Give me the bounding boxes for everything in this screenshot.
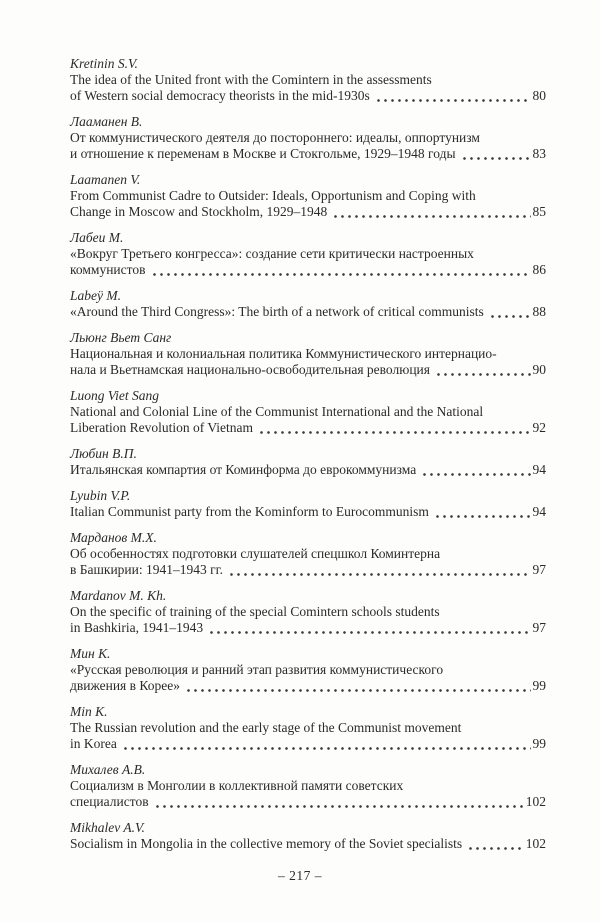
toc-entry	[70, 172, 546, 220]
page-number: 83	[532, 146, 546, 161]
title-line: Национальная и колониальная политика Коммунистического интернацио-	[70, 346, 497, 361]
author-name: Марданов М.Х.	[70, 530, 157, 545]
title-line-with-page	[70, 620, 546, 636]
toc-entry	[70, 820, 546, 852]
title-line-with-page	[70, 146, 546, 162]
dot-leader	[467, 840, 524, 851]
dot-leader	[421, 466, 530, 477]
page-number: 88	[532, 304, 546, 319]
dot-leader	[154, 798, 524, 809]
dot-leader	[332, 208, 530, 219]
title-line-with-page	[70, 678, 546, 694]
title-line: in Bashkiria, 1941–1943	[70, 620, 204, 635]
title-line-with-page	[70, 204, 546, 220]
author-name: Labeÿ M.	[70, 288, 121, 303]
title-line-with-page	[70, 836, 546, 852]
title-line: Социализм в Монголии в коллективной памяти советских	[70, 778, 404, 793]
dot-leader	[435, 366, 531, 377]
title-line-with-page	[70, 794, 546, 810]
dot-leader	[258, 424, 530, 435]
toc-entry	[70, 114, 546, 162]
page-number: 92	[532, 420, 546, 435]
toc-entry	[70, 56, 546, 104]
dot-leader	[228, 566, 530, 577]
author-name: Lyubin V.P.	[70, 488, 131, 503]
author-name: Laamanen V.	[70, 172, 141, 187]
page-number: 97	[532, 562, 546, 577]
author-name: Mardanov M. Kh.	[70, 588, 167, 603]
page-number: 80	[532, 88, 546, 103]
title-line: От коммунистического деятеля до постороннего: идеалы, оппортунизм	[70, 130, 480, 145]
title-line: of Western social democracy theorists in the mid-1930s	[70, 88, 370, 103]
page-number: 99	[532, 678, 546, 693]
author-name: Михалев А.В.	[70, 762, 146, 777]
toc-entry	[70, 446, 546, 478]
title-line: Об особенностях подготовки слушателей спецшкол Коминтерна	[70, 546, 441, 561]
page-number: 86	[532, 262, 546, 277]
title-line-with-page	[70, 462, 546, 478]
title-line-with-page	[70, 504, 546, 520]
title-line: in Korea	[70, 736, 117, 751]
title-line-with-page	[70, 304, 546, 320]
title-line-with-page	[70, 88, 546, 104]
dot-leader	[122, 740, 531, 751]
page-number: 102	[525, 794, 546, 809]
title-line: Italian Communist party from the Kominform to Eurocommunism	[70, 504, 429, 519]
author-name: Любин В.П.	[70, 446, 137, 461]
author-name: Luong Viet Sang	[70, 388, 159, 403]
title-line: On the specific of training of the special Comintern schools students	[70, 604, 440, 619]
page-number: 99	[532, 736, 546, 751]
title-line: Socialism in Mongolia in the collective memory of the Soviet specialists	[70, 836, 463, 851]
title-line: National and Colonial Line of the Communist International and the National	[70, 404, 484, 419]
dot-leader	[434, 508, 531, 519]
author-name: Kretinin S.V.	[70, 56, 138, 71]
toc-entry	[70, 288, 546, 320]
author-name: Лааманен В.	[70, 114, 143, 129]
title-line: нала и Вьетнамская национально-освободительная революция	[70, 362, 430, 377]
page-number: 94	[532, 504, 546, 519]
title-line-with-page	[70, 562, 546, 578]
table-of-contents	[70, 56, 546, 862]
title-line: коммунистов	[70, 262, 146, 277]
title-line: Change in Moscow and Stockholm, 1929–1948	[70, 204, 328, 219]
title-line: «Русская революция и ранний этап развития коммунистического	[70, 662, 444, 677]
dot-leader	[185, 682, 531, 693]
dot-leader	[375, 92, 531, 103]
footer-page-number: – 217 –	[278, 868, 322, 883]
toc-entry	[70, 646, 546, 694]
title-line: «Вокруг Третьего конгресса»: создание сети критически настроенных	[70, 246, 474, 261]
dot-leader	[461, 150, 531, 161]
title-line: The idea of the United front with the Comintern in the assessments	[70, 72, 432, 87]
page-number: 102	[525, 836, 546, 851]
page-number: 94	[532, 462, 546, 477]
author-name: Min K.	[70, 704, 108, 719]
page-number: 90	[532, 362, 546, 377]
dot-leader	[489, 308, 531, 319]
title-line-with-page	[70, 420, 546, 436]
dot-leader	[208, 624, 530, 635]
title-line-with-page	[70, 262, 546, 278]
toc-entry	[70, 762, 546, 810]
title-line-with-page	[70, 362, 546, 378]
toc-entry	[70, 230, 546, 278]
title-line: и отношение к переменам в Москве и Стокгольме, 1929–1948 годы	[70, 146, 456, 161]
toc-entry	[70, 588, 546, 636]
author-name: Лабеи М.	[70, 230, 124, 245]
page-number: 97	[532, 620, 546, 635]
toc-entry	[70, 704, 546, 752]
toc-entry	[70, 388, 546, 436]
dot-leader	[151, 266, 531, 277]
toc-entry	[70, 330, 546, 378]
toc-entry	[70, 488, 546, 520]
title-line: The Russian revolution and the early stage of the Communist movement	[70, 720, 462, 735]
title-line: движения в Корее»	[70, 678, 180, 693]
page-number: 85	[532, 204, 546, 219]
author-name: Мин К.	[70, 646, 111, 661]
title-line: Итальянская компартия от Коминформа до еврокоммунизма	[70, 462, 417, 477]
title-line: специалистов	[70, 794, 149, 809]
toc-entry	[70, 530, 546, 578]
title-line: Liberation Revolution of Vietnam	[70, 420, 254, 435]
title-line: From Communist Cadre to Outsider: Ideals, Opportunism and Coping with	[70, 188, 476, 203]
author-name: Mikhalev A.V.	[70, 820, 145, 835]
title-line: в Башкирии: 1941–1943 гг.	[70, 562, 224, 577]
title-line: «Around the Third Congress»: The birth of a network of critical communists	[70, 304, 484, 319]
title-line-with-page	[70, 736, 546, 752]
author-name: Льюнг Вьет Санг	[70, 330, 172, 345]
